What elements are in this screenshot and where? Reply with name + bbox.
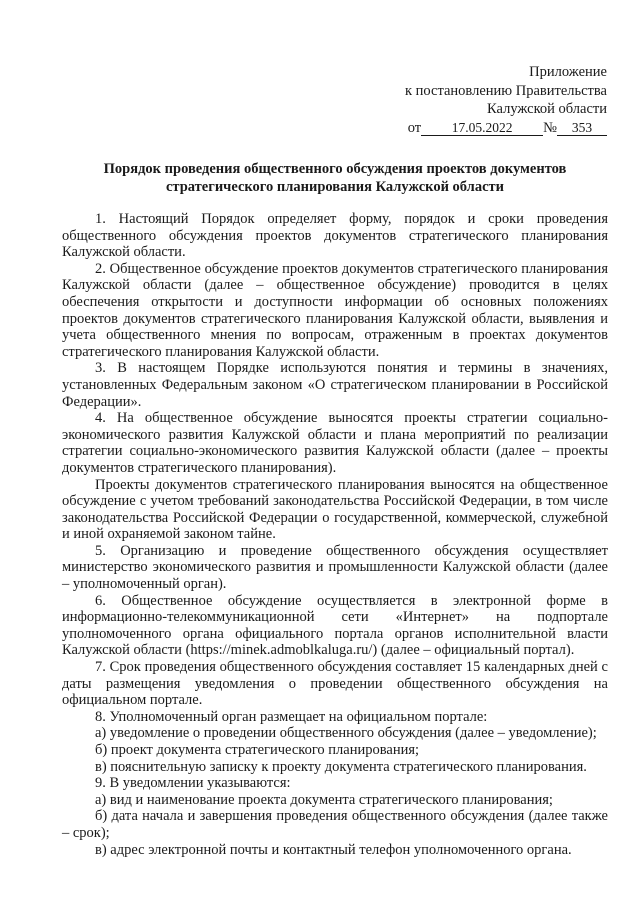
paragraph-4-continued: Проекты документов стратегического планирования выносятся на общественное обсуждение с учетом требований законодательства Российской Федерации, в том числе законодательства Российской Федерации о государственной, коммерческой, служебной и иной охраняемой законом тайне. bbox=[62, 476, 608, 543]
title-line-1: Порядок проведения общественного обсуждения проектов документов bbox=[103, 161, 567, 177]
paragraph-9-item-a: а) вид и наименование проекта документа стратегического планирования; bbox=[95, 791, 553, 808]
decree-number: 353 bbox=[557, 120, 607, 136]
paragraph-8-item-a: а) уведомление о проведении общественного обсуждения (далее – уведомление); bbox=[95, 725, 597, 742]
number-label: № bbox=[543, 119, 557, 136]
annex-label: Приложение bbox=[529, 64, 607, 80]
annex-decree-line: к постановлению Правительства bbox=[405, 82, 607, 99]
paragraph-4: 4. На общественное обсуждение выносятся проекты стратегии социально-экономического развития Калужской области и плана мероприятий по реализации стратегии социально-экономического развития Калужской области (далее – проекты документов стратегического планирования). bbox=[62, 410, 608, 476]
document-body bbox=[62, 211, 608, 858]
paragraph-9-item-b: б) дата начала и завершения проведения общественного обсуждения (далее также – срок); bbox=[62, 808, 608, 841]
paragraph-9-item-c: в) адрес электронной почты и контактный телефон уполномоченного органа. bbox=[95, 841, 572, 858]
paragraph-6: 6. Общественное обсуждение осуществляется в электронной форме в информационно-телекоммуникационной сети «Интернет» на подпортале уполномоченного органа официального портала органов исполнительной власти Калужской области (https://minek.admoblkaluga.ru/) (далее – официальный портал). bbox=[62, 592, 608, 659]
title-line-2: стратегического планирования Калужской области bbox=[166, 179, 504, 195]
paragraph-8-item-c: в) пояснительную записку к проекту документа стратегического планирования. bbox=[95, 758, 587, 775]
paragraph-7: 7. Срок проведения общественного обсуждения составляет 15 календарных дней с даты размещения уведомления о проведении общественного обсуждения на официальном портале. bbox=[62, 659, 608, 709]
annex-date-number-line bbox=[405, 119, 607, 138]
paragraph-5: 5. Организацию и проведение общественного обсуждения осуществляет министерство экономического развития и промышленности Калужской области (далее – уполномоченный орган). bbox=[62, 542, 608, 593]
annex-header bbox=[405, 63, 607, 137]
from-label: от bbox=[407, 119, 422, 136]
paragraph-2: 2. Общественное обсуждение проектов документов стратегического планирования Калужской области (далее – общественное обсуждение) проводится в целях обеспечения открытости и доступности информации об основных положениях проектов документов стратегического планирования Калужской области, выявления и учета общественного мнения по вопросам, отраженным в проектах документов стратегического планирования Калужской области. bbox=[62, 260, 608, 360]
paragraph-8-item-b: б) проект документа стратегического планирования; bbox=[95, 742, 420, 758]
decree-date: 17.05.2022 bbox=[421, 120, 543, 136]
paragraph-3: 3. В настоящем Порядке используются понятия и термины в значениях, установленных Федеральным законом «О стратегическом планировании в Российской Федерации». bbox=[62, 360, 608, 410]
paragraph-8: 8. Уполномоченный орган размещает на официальном портале: bbox=[95, 708, 488, 725]
paragraph-9: 9. В уведомлении указываются: bbox=[95, 775, 291, 792]
paragraph-1: 1. Настоящий Порядок определяет форму, порядок и сроки проведения общественного обсуждения проектов документов стратегического планирования Калужской области. bbox=[62, 211, 608, 261]
document-title bbox=[62, 160, 608, 196]
annex-region-line: Калужской области bbox=[487, 101, 607, 117]
